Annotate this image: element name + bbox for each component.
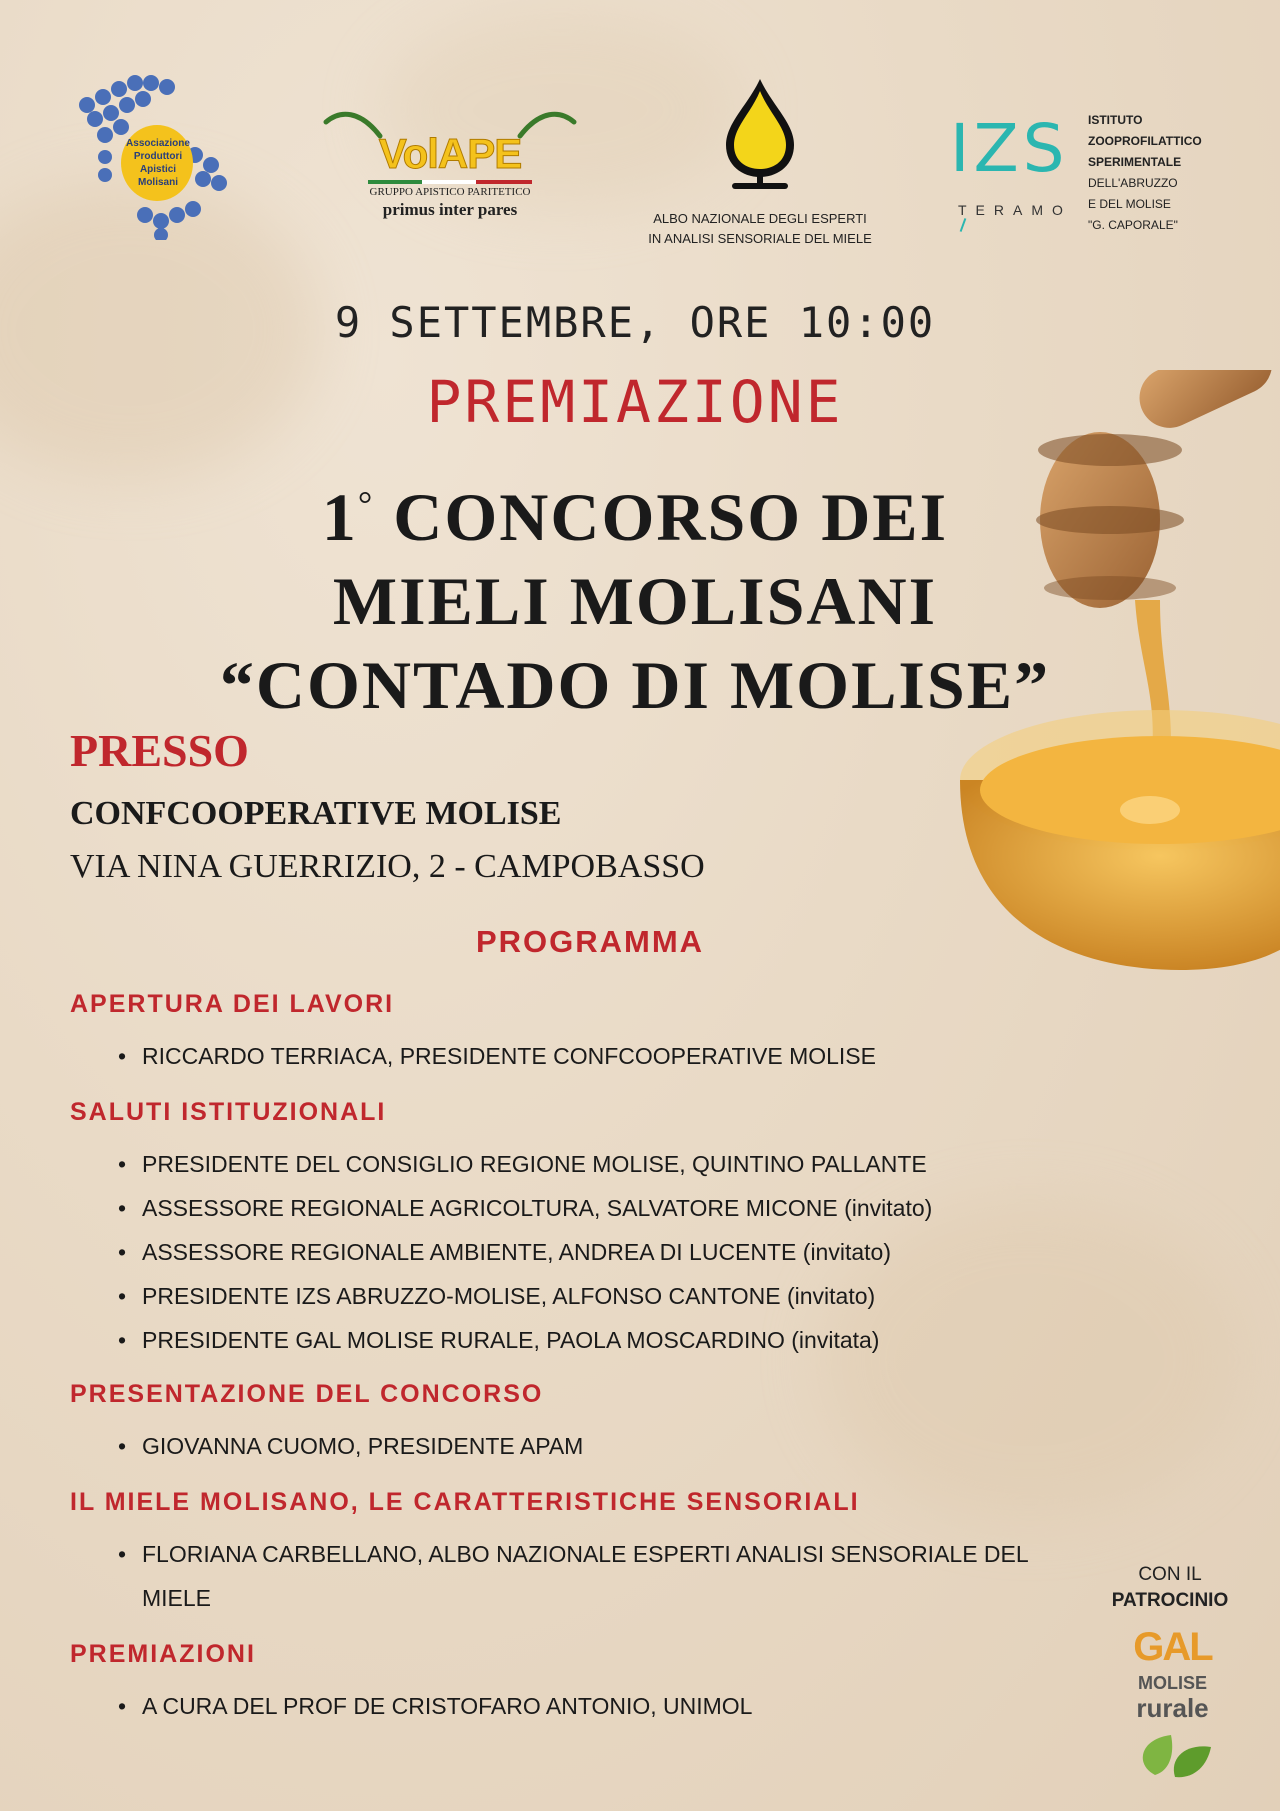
albo-caption-line2: IN ANALISI SENSORIALE DEL MIELE — [648, 231, 872, 246]
albo-caption-line1: ALBO NAZIONALE DEGLI ESPERTI — [653, 211, 867, 226]
volape-logo — [320, 100, 580, 220]
izs-line: "G. CAPORALE" — [1088, 218, 1178, 232]
program-section-title: IL MIELE MOLISANO, LE CARATTERISTICHE SENSORIALI — [70, 1488, 860, 1516]
honey-drop-glass-icon — [630, 75, 890, 190]
gal-molise-rurale-logo — [1125, 1625, 1220, 1785]
albo-caption — [630, 209, 890, 249]
logo-row — [0, 70, 1280, 260]
patronage-label — [1100, 1562, 1240, 1614]
event-title-degree: ° — [357, 484, 375, 524]
izs-line: E DEL MOLISE — [1088, 197, 1171, 211]
izs-line: DELL'ABRUZZO — [1088, 176, 1178, 190]
list-item: • GIOVANNA CUOMO, PRESIDENTE APAM — [118, 1424, 583, 1468]
izs-teramo: TERAMO — [958, 202, 1072, 218]
list-item: • ASSESSORE REGIONALE AMBIENTE, ANDREA DI LUCENTE (invitato) — [118, 1230, 932, 1274]
list-item: • PRESIDENTE GAL MOLISE RURALE, PAOLA MOSCARDINO (invitata) — [118, 1318, 932, 1362]
volape-motto: primus inter pares — [382, 200, 518, 219]
izs-mark: IZS — [950, 110, 1069, 187]
event-title — [0, 462, 1270, 727]
event-title-line3: “CONTADO DI MOLISE” — [219, 647, 1051, 723]
program-section-list — [118, 1684, 752, 1728]
apam-logo-text: Associazione Produttori Apistici Molisani — [126, 138, 190, 188]
program-heading: PROGRAMMA — [475, 924, 705, 959]
gal-logo-word: rurale — [1136, 1693, 1209, 1723]
list-item: • FLORIANA CARBELLANO, ALBO NAZIONALE ESPERTI ANALISI SENSORIALE DEL MIELE — [118, 1532, 1042, 1620]
program-section-list — [118, 1532, 1042, 1620]
venue-address: VIA NINA GUERRIZIO, 2 - CAMPOBASSO — [70, 848, 705, 885]
program-section-title: APERTURA DEI LAVORI — [70, 990, 395, 1018]
apam-logo — [75, 75, 235, 240]
program-section-list — [118, 1142, 932, 1362]
izs-line: ISTITUTO — [1088, 113, 1143, 127]
list-item: • PRESIDENTE IZS ABRUZZO-MOLISE, ALFONSO CANTONE (invitato) — [118, 1274, 932, 1318]
venue-name: CONFCOOPERATIVE MOLISE — [70, 795, 562, 832]
volape-name: VolAPE — [378, 130, 522, 177]
izs-fullname — [1088, 110, 1202, 236]
event-date: 9 SETTEMBRE, ORE 10:00 — [334, 298, 936, 347]
patronage-line2: PATROCINIO — [1111, 1590, 1229, 1611]
list-item: • RICCARDO TERRIACA, PRESIDENTE CONFCOOPERATIVE MOLISE — [118, 1034, 876, 1078]
program-section-list — [118, 1034, 876, 1078]
volape-subtitle: GRUPPO APISTICO PARITETICO — [369, 186, 531, 198]
list-item: • A CURA DEL PROF DE CRISTOFARO ANTONIO, UNIMOL — [118, 1684, 752, 1728]
program-section-title: PRESENTAZIONE DEL CONCORSO — [70, 1380, 544, 1408]
izs-slash — [960, 218, 967, 232]
albo-logo — [630, 75, 890, 255]
event-label: PREMIAZIONE — [426, 368, 844, 436]
italian-flag-stripe — [368, 180, 532, 184]
program-section-title: PREMIAZIONI — [70, 1640, 256, 1668]
list-item: • PRESIDENTE DEL CONSIGLIO REGIONE MOLISE, QUINTINO PALLANTE — [118, 1142, 932, 1186]
leaf-icon — [1125, 1725, 1220, 1785]
location-heading: PRESSO — [70, 725, 249, 776]
program-section-list — [118, 1424, 583, 1468]
program-section-title: SALUTI ISTITUZIONALI — [70, 1098, 387, 1126]
event-title-line1-text: CONCORSO DEI — [374, 479, 949, 555]
izs-line: SPERIMENTALE — [1088, 155, 1182, 169]
gal-logo-word: MOLISE — [1137, 1673, 1207, 1693]
gal-logo-word: GAL — [1133, 1625, 1212, 1669]
event-title-line2: MIELI MOLISANI — [332, 563, 938, 639]
izs-line: ZOOPROFILATTICO — [1088, 134, 1202, 148]
event-title-number: 1 — [321, 479, 358, 555]
list-item: • ASSESSORE REGIONALE AGRICOLTURA, SALVATORE MICONE (invitato) — [118, 1186, 932, 1230]
izs-logo — [950, 110, 1270, 260]
patronage-line1: CON IL — [1138, 1564, 1202, 1585]
event-title-line1 — [0, 462, 1270, 559]
